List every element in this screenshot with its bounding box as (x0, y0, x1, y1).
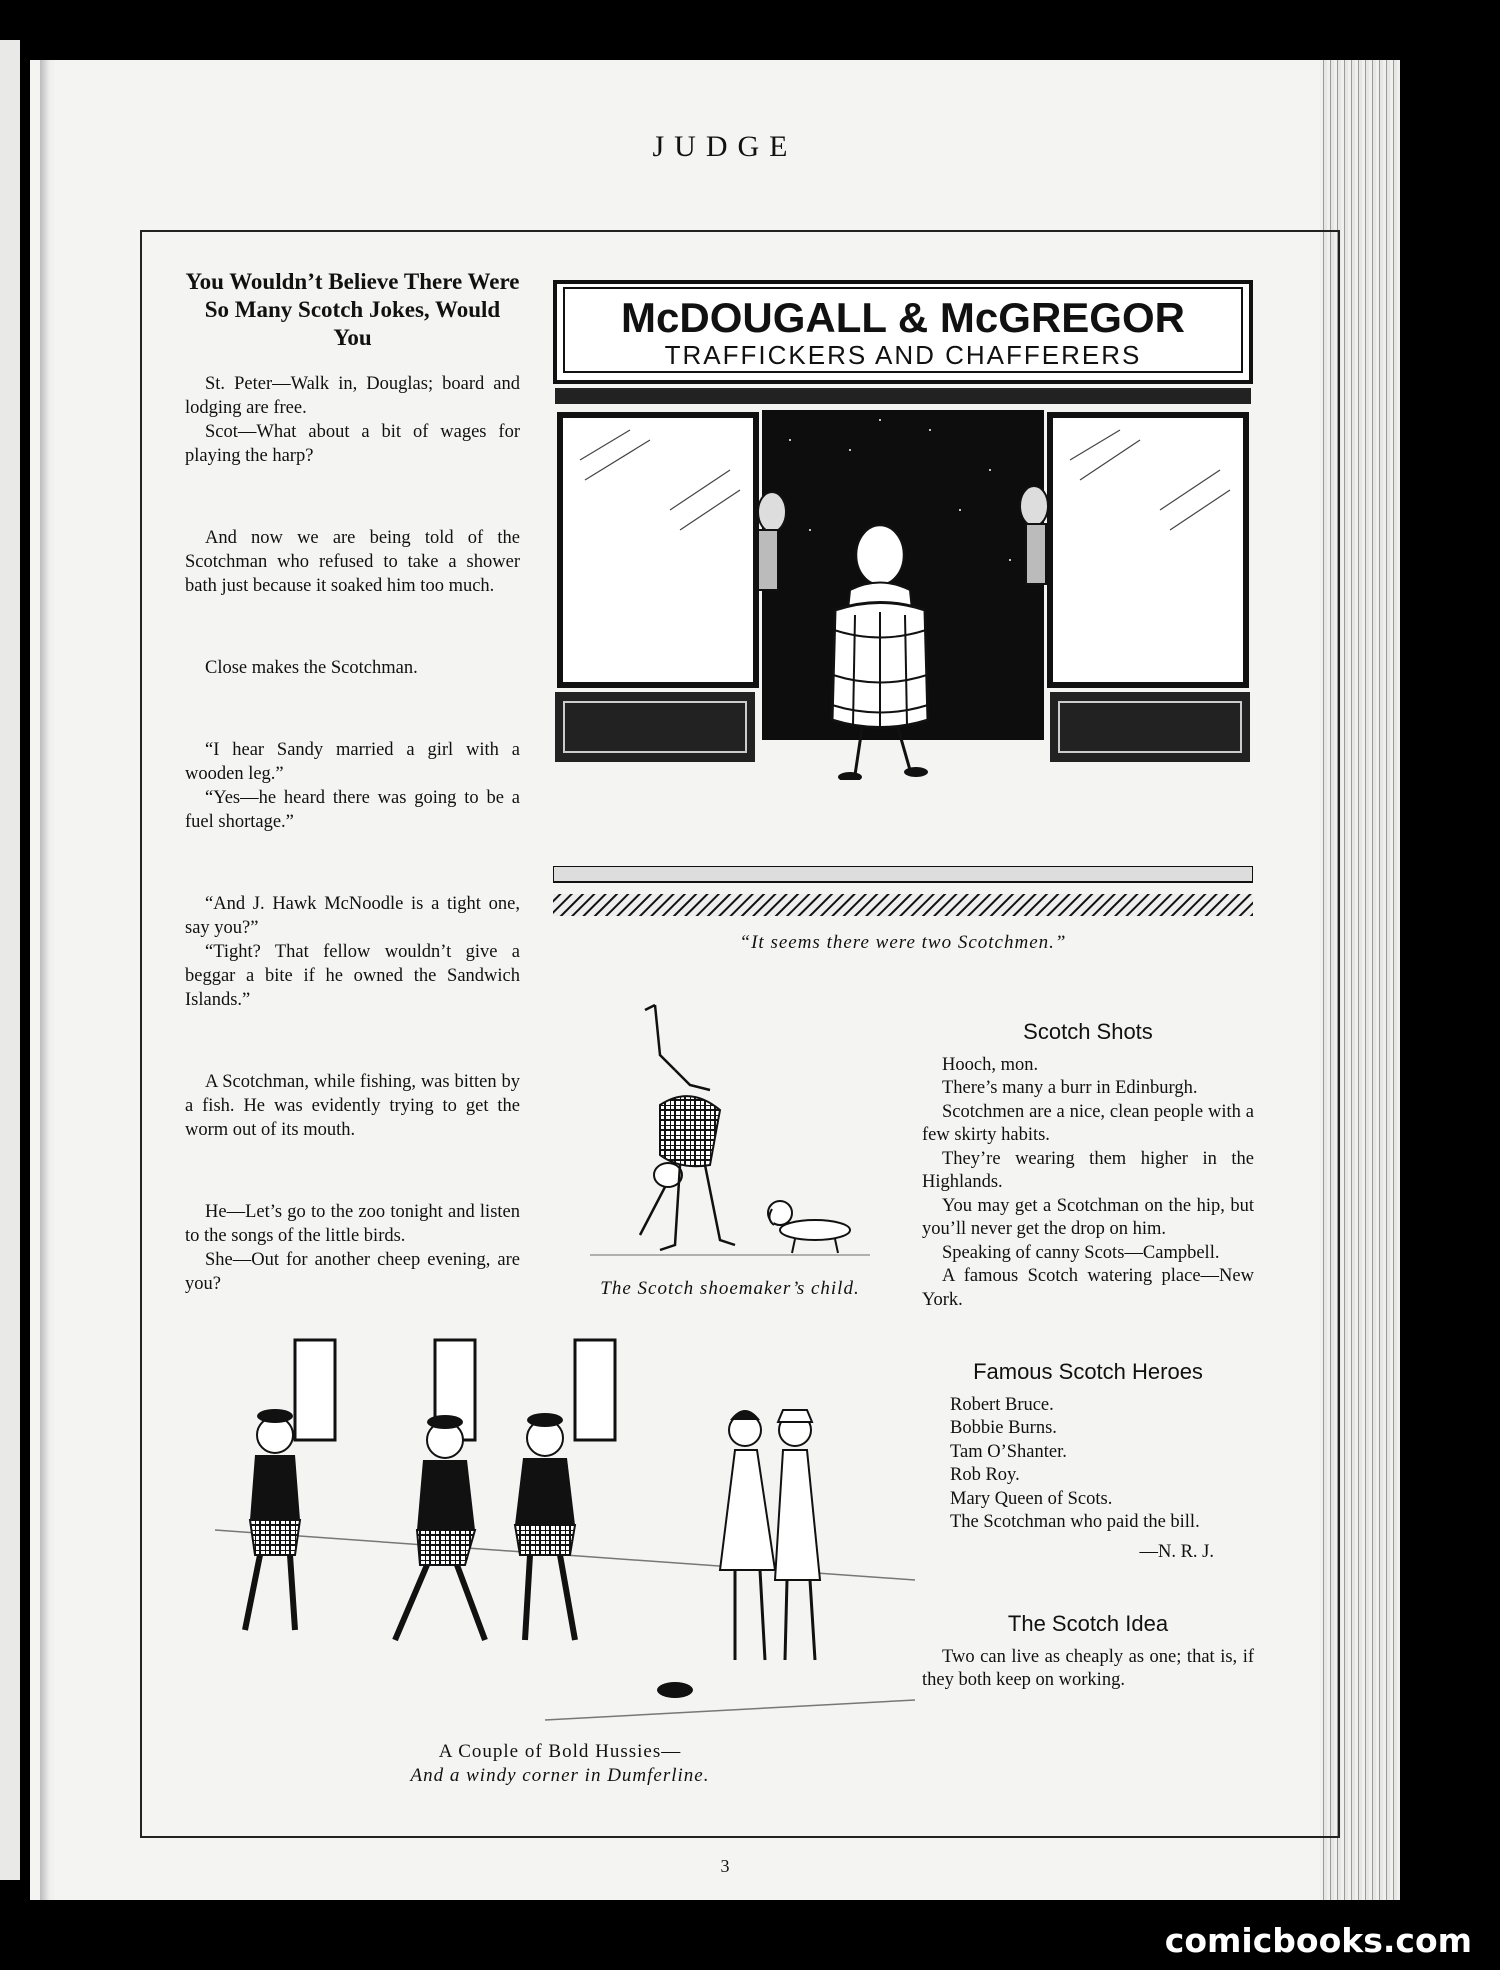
hussies-caption-line-1: A Couple of Bold Hussies— (438, 1741, 682, 1762)
hero-line: Tam O’Shanter. (950, 1441, 1067, 1462)
scotch-idea-section (922, 1612, 1254, 1693)
bold-hussies-cartoon (195, 1330, 925, 1750)
woman-2 (775, 1410, 820, 1660)
heroes-title: Famous Scotch Heroes (973, 1359, 1203, 1384)
joke-line: A Scotchman, while fishing, was bitten by a fish. He was evidently trying to get the worm out of its mouth. (185, 1072, 520, 1140)
author-signature: —N. R. J. (1139, 1541, 1214, 1562)
right-column (922, 1020, 1254, 1741)
hero-line: Bobbie Burns. (950, 1418, 1057, 1438)
woman-1 (720, 1410, 775, 1660)
joke-line: He—Let’s go to the zoo tonight and listen to the songs of the little birds. (185, 1202, 520, 1246)
shot-line: There’s many a burr in Edinburgh. (942, 1078, 1198, 1098)
joke-1 (185, 372, 520, 468)
scotch-shots-section (922, 1020, 1254, 1312)
scotch-idea-title: The Scotch Idea (1007, 1611, 1169, 1636)
shot-line: A famous Scotch watering place—New York. (922, 1266, 1254, 1310)
scotsman-1 (245, 1409, 300, 1630)
shopfront-cartoon (550, 280, 1256, 780)
joke-line: And now we are being told of the Scotchman who refused to take a shower bath just because it soaked him too much. (185, 528, 520, 596)
scotsman-3 (515, 1413, 575, 1640)
joke-2 (185, 526, 520, 598)
shoemaker-caption: The Scotch shoemaker’s child. (600, 1278, 860, 1299)
heroes-section (922, 1360, 1254, 1564)
joke-line: St. Peter—Walk in, Douglas; board and lodging are free. (185, 374, 520, 418)
shot-line: Scotchmen are a nice, clean people with a few skirty habits. (922, 1101, 1254, 1145)
shot-line: Hooch, mon. (942, 1054, 1039, 1075)
joke-line: “Yes—he heard there was going to be a fuel shortage.” (185, 788, 520, 832)
page-number: 3 (720, 1856, 730, 1876)
scotch-idea-text: Two can live as cheaply as one; that is, if they both keep on working. (922, 1646, 1254, 1690)
jokes-title: You Wouldn’t Believe There Were So Many Scotch Jokes, Would You (185, 269, 520, 350)
joke-3 (185, 656, 520, 680)
shoemaker-child-cartoon (580, 995, 880, 1265)
joke-line: “Tight? That fellow wouldn’t give a beggar a bite if he owned the Sandwich Islands.” (185, 942, 520, 1010)
fallen-hat (657, 1682, 693, 1698)
masthead: JUDGE (652, 130, 798, 163)
hero-line: Mary Queen of Scots. (950, 1488, 1113, 1509)
hussies-caption (195, 1740, 925, 1788)
joke-6 (185, 1070, 520, 1142)
building-window (575, 1340, 615, 1440)
joke-line: Scot—What about a bit of wages for playing the harp? (185, 422, 520, 466)
sign-line-1: McDOUGALL & McGREGOR (621, 294, 1185, 341)
joke-7 (185, 1200, 520, 1296)
facing-page-edge (0, 40, 20, 1880)
watermark: comicbooks.com (1164, 1921, 1472, 1960)
joke-line: “And J. Hawk McNoodle is a tight one, say you?” (185, 894, 520, 938)
joke-line: “I hear Sandy married a girl with a wooden leg.” (185, 740, 520, 784)
scotch-shots-title: Scotch Shots (1023, 1019, 1153, 1044)
hero-line: Rob Roy. (950, 1465, 1020, 1485)
shot-line: Speaking of canny Scots—Campbell. (942, 1242, 1220, 1263)
hussies-caption-line-2: And a windy corner in Dumferline. (410, 1765, 710, 1786)
sign-line-2: TRAFFICKERS AND CHAFFERERS (664, 340, 1142, 370)
joke-5 (185, 892, 520, 1012)
dog-icon (768, 1201, 850, 1253)
joke-line: She—Out for another cheep evening, are you? (185, 1250, 520, 1294)
shot-line: They’re wearing them higher in the Highlands. (922, 1148, 1254, 1192)
joke-4 (185, 738, 520, 834)
shopfront-caption: “It seems there were two Scotchmen.” (739, 932, 1067, 953)
scotsman-2 (395, 1415, 485, 1640)
sidewalk-stripe (553, 866, 1253, 918)
jokes-column (185, 268, 520, 1354)
left-window (560, 415, 756, 685)
joke-line: Close makes the Scotchman. (205, 658, 418, 678)
building-window (295, 1340, 335, 1440)
hero-line: The Scotchman who paid the bill. (950, 1512, 1200, 1532)
right-window (1050, 415, 1246, 685)
book-gutter (40, 60, 56, 1900)
shot-line: You may get a Scotchman on the hip, but you’ll never get the drop on him. (922, 1195, 1254, 1239)
hero-line: Robert Bruce. (950, 1394, 1054, 1415)
